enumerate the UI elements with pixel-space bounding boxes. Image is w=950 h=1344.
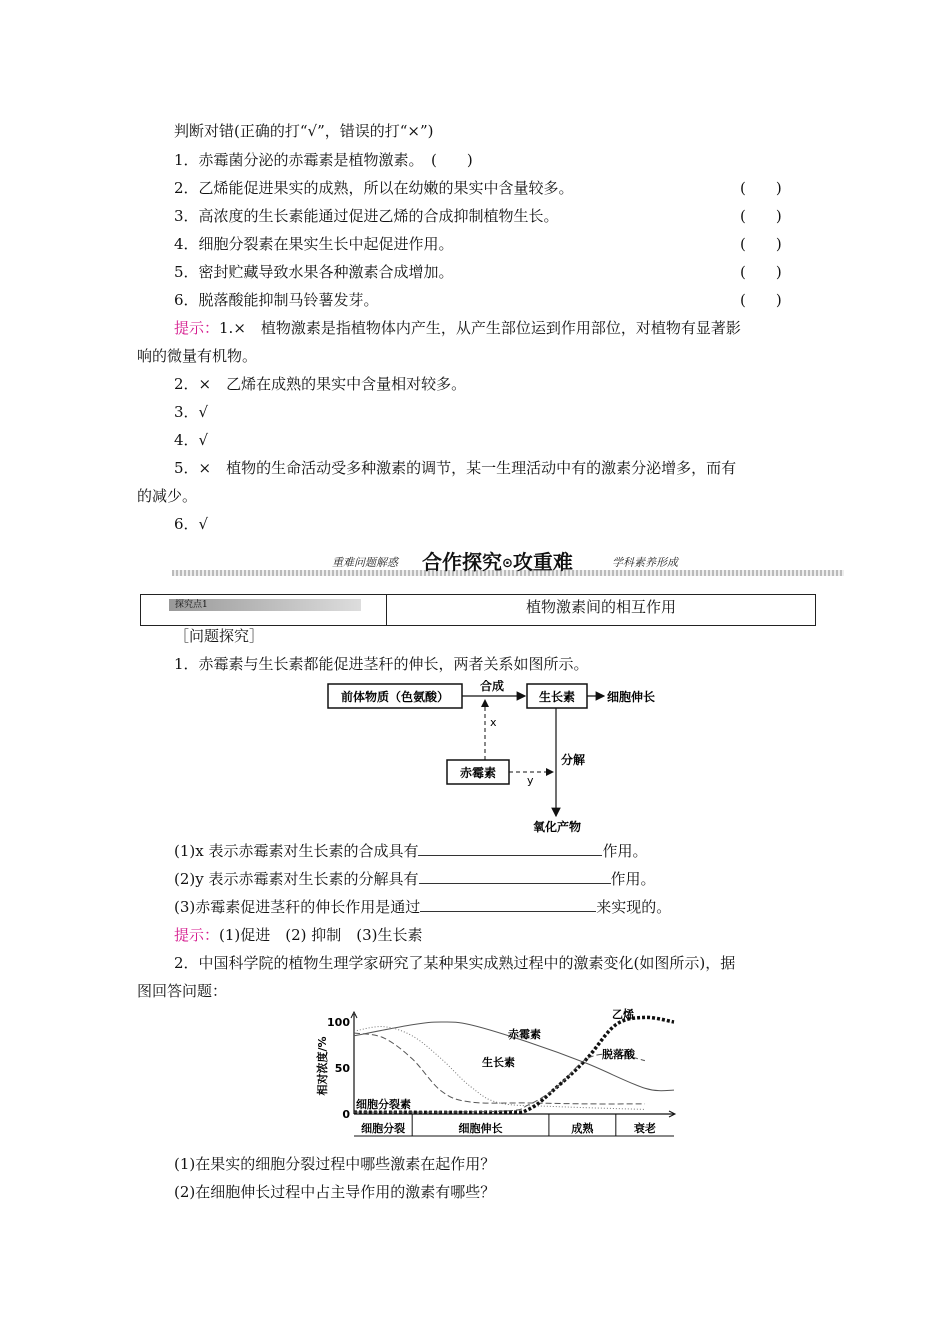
series-label-2: 细胞分裂素 <box>356 1098 411 1111</box>
banner-title <box>422 546 573 575</box>
answer-5: 5．× 植物的生命活动受多种激素的调节，某一生理活动中有的激素分泌增多，而有 <box>174 459 737 477</box>
answer-6: 6．√ <box>174 515 209 533</box>
fill-3-blank[interactable] <box>420 897 596 912</box>
section-tag-cell <box>141 595 387 625</box>
y-tick-label: 0 <box>342 1108 350 1121</box>
hint-line-1 <box>174 318 741 338</box>
y-tick-label: 50 <box>334 1062 350 1075</box>
banner-right-text: 学科素养形成 <box>612 556 678 569</box>
stage-label: 细胞分裂 <box>361 1122 406 1135</box>
y-axis-label: 相对浓度/% <box>316 1036 329 1096</box>
question-6: 6．脱落酸能抑制马铃薯发芽。 <box>174 291 379 309</box>
elong-label: 细胞伸长 <box>607 690 656 704</box>
fill-3-suffix: 来实现的。 <box>596 898 672 916</box>
arrow-icon: ⊙ <box>502 556 513 571</box>
y-label: y <box>527 774 534 787</box>
series-label-4: 脱落酸 <box>602 1048 635 1061</box>
fill-2-prefix: (2)y 表示赤霉素对生长素的分解具有 <box>174 870 419 888</box>
section-banner <box>172 544 844 580</box>
question-2: 2．乙烯能促进果实的成熟，所以在幼嫩的果实中含量较多。 <box>174 179 574 197</box>
banner-title-1: 合作探究 <box>422 550 502 574</box>
question-q2: 2．中国科学院的植物生理学家研究了某种果实成熟过程中的激素变化(如图所示)，据 <box>174 954 736 972</box>
answer-paren-6: ( ) <box>740 291 782 309</box>
decomp-label: 分解 <box>561 753 586 767</box>
fill-3-prefix: (3)赤霉素促进茎秆的伸长作用是通过 <box>174 898 421 916</box>
answer-2: 2．× 乙烯在成熟的果实中含量相对较多。 <box>174 375 467 393</box>
precursor-label: 前体物质（色氨酸） <box>340 690 450 704</box>
answer-paren-2: ( ) <box>740 179 782 197</box>
question-q1: 1．赤霉素与生长素都能促进茎秆的伸长，两者关系如图所示。 <box>174 655 589 673</box>
answer-paren-3: ( ) <box>740 207 782 225</box>
question-4: 4．细胞分裂素在果实生长中起促进作用。 <box>174 235 454 253</box>
fill-1 <box>174 841 648 861</box>
fill-1-prefix: (1)x 表示赤霉素对生长素的合成具有 <box>174 842 419 860</box>
x-label: x <box>490 716 497 729</box>
answer-paren-5: ( ) <box>740 263 782 281</box>
fill-2 <box>174 869 656 889</box>
sub-question-1: (1)在果实的细胞分裂过程中哪些激素在起作用？ <box>174 1155 496 1173</box>
hormone-concentration-chart <box>310 1008 682 1144</box>
fill-1-suffix: 作用。 <box>602 842 648 860</box>
question-1: 1．赤霉菌分泌的赤霉素是植物激素。 ( ) <box>174 151 473 169</box>
question-5: 5．密封贮藏导致水果各种激素合成增加。 <box>174 263 454 281</box>
section-tag: 探究点1 <box>169 599 361 611</box>
section-header-table <box>140 594 816 626</box>
fill-2-suffix: 作用。 <box>610 870 656 888</box>
banner-title-2: 攻重难 <box>512 550 573 574</box>
stage-label: 衰老 <box>633 1122 656 1135</box>
hint-line-2 <box>174 925 423 945</box>
banner-left-text: 重难问题解惑 <box>332 556 398 569</box>
series-label-0: 赤霉素 <box>508 1028 541 1041</box>
section-title: 植物激素间的相互作用 <box>525 598 676 616</box>
question-q2-cont: 图回答问题： <box>137 982 228 1000</box>
stage-label: 细胞伸长 <box>458 1122 503 1135</box>
answer-1-cont: 响的微量有机物。 <box>137 347 258 365</box>
synth-label: 合成 <box>479 680 505 693</box>
fill-2-blank[interactable] <box>419 869 611 884</box>
hint-label-2: 提示： <box>174 926 220 944</box>
question-3: 3．高浓度的生长素能通过促进乙烯的合成抑制植物生长。 <box>174 207 559 225</box>
answer-4: 4．√ <box>174 431 209 449</box>
y-tick-label: 100 <box>327 1016 350 1029</box>
answer-1: 1.× 植物激素是指植物体内产生，从产生部位运到作用部位，对植物有显著影 <box>219 319 741 337</box>
answer-5-cont: 的减少。 <box>137 487 198 505</box>
answer-3: 3．√ <box>174 403 209 421</box>
auxin-label: 生长素 <box>538 690 576 704</box>
stage-label: 成熟 <box>571 1122 594 1135</box>
oxid-label: 氧化产物 <box>532 820 582 834</box>
hormone-relationship-diagram <box>320 680 660 836</box>
series-label-1: 生长素 <box>482 1056 515 1069</box>
answer-paren-4: ( ) <box>740 235 782 253</box>
problem-label: ［问题探究］ <box>174 627 265 645</box>
intro-text: 判断对错(正确的打“√”，错误的打“×”) <box>174 122 434 140</box>
hint-2-text: (1)促进 (2) 抑制 (3)生长素 <box>219 926 423 944</box>
ga-label: 赤霉素 <box>459 766 497 780</box>
hint-label: 提示： <box>174 319 220 337</box>
sub-question-2: (2)在细胞伸长过程中占主导作用的激素有哪些？ <box>174 1183 496 1201</box>
fill-3 <box>174 897 671 917</box>
fill-1-blank[interactable] <box>418 841 602 856</box>
series-label-3: 乙烯 <box>612 1008 634 1021</box>
